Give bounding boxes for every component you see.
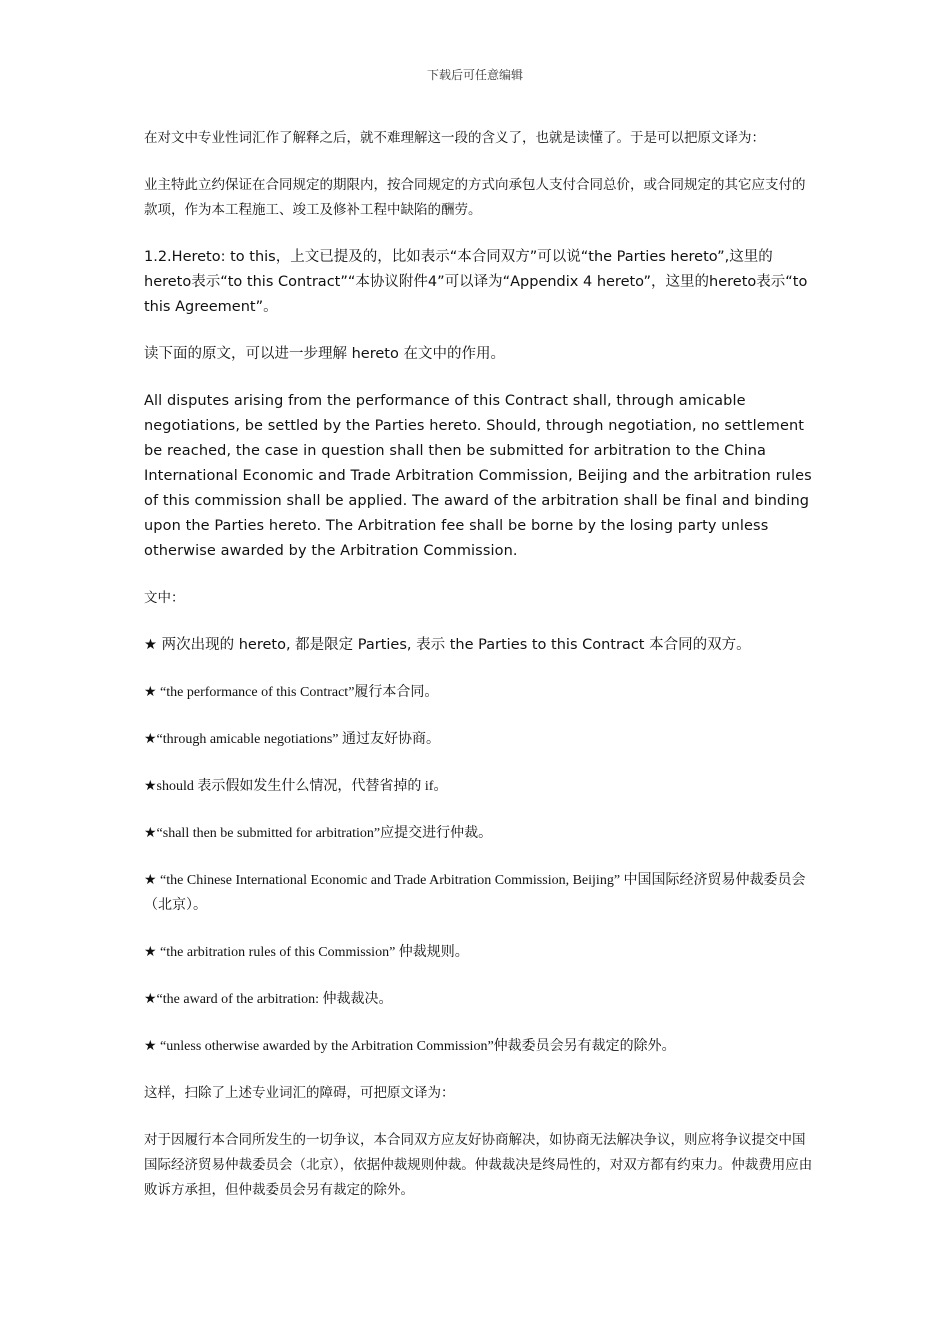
bullet-arbitration-rules: ★ “the arbitration rules of this Commission” 仲裁规则。: [144, 945, 469, 960]
paragraph-in-text-label: 文中：: [144, 590, 185, 606]
paragraph-explanation-intro: 在对文中专业性词汇作了解释之后，就不难理解这一段的含义了，也就是读懂了。于是可以把原文译为：: [144, 130, 765, 146]
bullet-unless-otherwise: ★ “unless otherwise awarded by the Arbitration Commission”仲裁委员会另有裁定的除外。: [144, 1039, 676, 1054]
paragraph-translation-1: 业主特此立约保证在合同规定的期限内，按合同规定的方式向承包人支付合同总价，或合同规定的其它应支付的款项，作为本工程施工、竣工及修补工程中缺陷的酬劳。: [144, 177, 806, 218]
bullet-arbitration-commission: ★ “the Chinese International Economic and Trade Arbitration Commission, Beijing” 中国国际经济贸易仲裁委员会（北京）。: [144, 873, 806, 913]
bullet-performance: ★ “the performance of this Contract”履行本合同。: [144, 685, 439, 700]
bullet-award: ★“the award of the arbitration: 仲裁裁决。: [144, 992, 393, 1007]
document-body: [144, 126, 818, 1225]
paragraph-read-below: 读下面的原文，可以进一步理解 hereto 在文中的作用。: [144, 346, 505, 362]
page-header: 下载后可任意编辑: [426, 68, 523, 82]
paragraph-translation-intro: 这样，扫除了上述专业词汇的障碍，可把原文译为：: [144, 1085, 455, 1101]
paragraph-original-text: All disputes arising from the performance of this Contract shall, through amicable negotiations, be settled by the Parties hereto. Should, through negotiation, no settlement be reached, the case in question shall then be submitted for arbitration to the China International Economic and Trade Arbitration Commission, Beijing and the arbitration rules of this commission shall be applied. The award of the arbitration shall be final and binding upon the Parties hereto. The Arbitration fee shall be borne by the losing party unless otherwise awarded by the Arbitration Commission.: [144, 393, 812, 559]
paragraph-hereto-definition: 1.2.Hereto: to this，上文已提及的，比如表示“本合同双方”可以说“the Parties hereto”,这里的hereto表示“to this Contract”“本协议附件4”可以译为“Appendix 4 hereto”，这里的hereto表示“to this Agreement”。: [144, 249, 808, 315]
paragraph-translation-2: 对于因履行本合同所发生的一切争议，本合同双方应友好协商解决，如协商无法解决争议，则应将争议提交中国国际经济贸易仲裁委员会（北京），依据仲裁规则仲裁。仲裁裁决是终局性的，对双方都有约束力。仲裁费用应由败诉方承担，但仲裁委员会另有裁定的除外。: [144, 1132, 813, 1198]
bullet-should: ★should 表示假如发生什么情况，代替省掉的 if。: [144, 779, 448, 794]
bullet-hereto-parties: ★ 两次出现的 hereto, 都是限定 Parties, 表示 the Parties to this Contract 本合同的双方。: [144, 637, 751, 653]
bullet-amicable-negotiations: ★“through amicable negotiations” 通过友好协商。: [144, 732, 440, 747]
bullet-submitted-arbitration: ★“shall then be submitted for arbitration”应提交进行仲裁。: [144, 826, 493, 841]
